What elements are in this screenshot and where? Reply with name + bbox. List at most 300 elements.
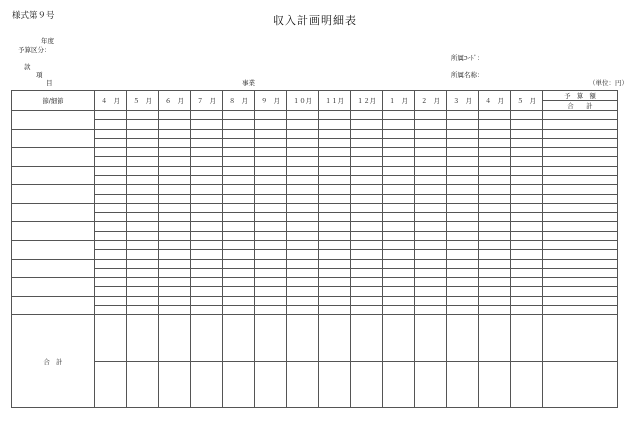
month-cell[interactable] <box>383 231 415 240</box>
month-cell[interactable] <box>223 213 255 222</box>
month-cell[interactable] <box>191 111 223 120</box>
month-cell[interactable] <box>479 305 511 314</box>
month-cell[interactable] <box>127 203 159 212</box>
month-cell[interactable] <box>479 240 511 249</box>
section-cell[interactable] <box>12 222 95 241</box>
month-cell[interactable] <box>95 129 127 138</box>
month-cell[interactable] <box>191 287 223 296</box>
month-cell[interactable] <box>447 240 479 249</box>
month-cell[interactable] <box>351 138 383 147</box>
month-cell[interactable] <box>383 315 415 361</box>
month-cell[interactable] <box>351 231 383 240</box>
month-cell[interactable] <box>447 175 479 184</box>
month-cell[interactable] <box>511 296 543 305</box>
month-cell[interactable] <box>447 296 479 305</box>
month-cell[interactable] <box>383 157 415 166</box>
month-cell[interactable] <box>127 250 159 259</box>
month-cell[interactable] <box>223 315 255 361</box>
month-cell[interactable] <box>127 305 159 314</box>
month-cell[interactable] <box>95 250 127 259</box>
month-cell[interactable] <box>223 148 255 157</box>
month-cell[interactable] <box>287 240 319 249</box>
month-cell[interactable] <box>223 222 255 231</box>
month-cell[interactable] <box>447 250 479 259</box>
month-cell[interactable] <box>95 138 127 147</box>
month-cell[interactable] <box>287 203 319 212</box>
budget-total-cell[interactable] <box>543 194 618 203</box>
month-cell[interactable] <box>351 268 383 277</box>
month-cell[interactable] <box>127 213 159 222</box>
month-cell[interactable] <box>511 231 543 240</box>
month-cell[interactable] <box>479 120 511 129</box>
month-cell[interactable] <box>415 148 447 157</box>
month-cell[interactable] <box>127 268 159 277</box>
month-cell[interactable] <box>223 259 255 268</box>
month-cell[interactable] <box>223 240 255 249</box>
month-cell[interactable] <box>511 222 543 231</box>
month-cell[interactable] <box>191 120 223 129</box>
month-cell[interactable] <box>255 129 287 138</box>
month-cell[interactable] <box>191 166 223 175</box>
month-cell[interactable] <box>159 231 191 240</box>
month-cell[interactable] <box>223 120 255 129</box>
month-cell[interactable] <box>319 111 351 120</box>
month-cell[interactable] <box>255 287 287 296</box>
budget-total-cell[interactable] <box>543 129 618 138</box>
month-cell[interactable] <box>159 157 191 166</box>
month-cell[interactable] <box>95 315 127 361</box>
month-cell[interactable] <box>351 166 383 175</box>
month-cell[interactable] <box>287 231 319 240</box>
month-cell[interactable] <box>351 287 383 296</box>
month-cell[interactable] <box>127 185 159 194</box>
month-cell[interactable] <box>383 361 415 407</box>
month-cell[interactable] <box>159 213 191 222</box>
month-cell[interactable] <box>351 259 383 268</box>
month-cell[interactable] <box>479 111 511 120</box>
month-cell[interactable] <box>479 129 511 138</box>
budget-total-cell[interactable] <box>543 361 618 407</box>
month-cell[interactable] <box>287 157 319 166</box>
month-cell[interactable] <box>383 129 415 138</box>
month-cell[interactable] <box>447 157 479 166</box>
month-cell[interactable] <box>319 213 351 222</box>
month-cell[interactable] <box>159 287 191 296</box>
month-cell[interactable] <box>319 259 351 268</box>
budget-total-cell[interactable] <box>543 259 618 268</box>
month-cell[interactable] <box>415 259 447 268</box>
month-cell[interactable] <box>127 361 159 407</box>
month-cell[interactable] <box>127 138 159 147</box>
month-cell[interactable] <box>191 175 223 184</box>
month-cell[interactable] <box>191 194 223 203</box>
month-cell[interactable] <box>351 203 383 212</box>
month-cell[interactable] <box>255 157 287 166</box>
month-cell[interactable] <box>383 213 415 222</box>
month-cell[interactable] <box>287 296 319 305</box>
month-cell[interactable] <box>191 129 223 138</box>
month-cell[interactable] <box>319 305 351 314</box>
month-cell[interactable] <box>287 175 319 184</box>
month-cell[interactable] <box>95 111 127 120</box>
section-cell[interactable] <box>12 203 95 222</box>
month-cell[interactable] <box>95 148 127 157</box>
month-cell[interactable] <box>287 361 319 407</box>
month-cell[interactable] <box>159 138 191 147</box>
month-cell[interactable] <box>255 222 287 231</box>
month-cell[interactable] <box>127 194 159 203</box>
budget-total-cell[interactable] <box>543 175 618 184</box>
month-cell[interactable] <box>383 166 415 175</box>
month-cell[interactable] <box>447 259 479 268</box>
month-cell[interactable] <box>191 203 223 212</box>
month-cell[interactable] <box>255 194 287 203</box>
section-cell[interactable] <box>12 259 95 278</box>
month-cell[interactable] <box>383 250 415 259</box>
month-cell[interactable] <box>415 185 447 194</box>
month-cell[interactable] <box>255 213 287 222</box>
month-cell[interactable] <box>383 305 415 314</box>
month-cell[interactable] <box>191 259 223 268</box>
month-cell[interactable] <box>127 157 159 166</box>
month-cell[interactable] <box>415 305 447 314</box>
month-cell[interactable] <box>191 157 223 166</box>
month-cell[interactable] <box>255 148 287 157</box>
month-cell[interactable] <box>223 305 255 314</box>
month-cell[interactable] <box>511 157 543 166</box>
month-cell[interactable] <box>255 268 287 277</box>
month-cell[interactable] <box>223 157 255 166</box>
month-cell[interactable] <box>415 250 447 259</box>
section-cell[interactable] <box>12 185 95 204</box>
month-cell[interactable] <box>223 278 255 287</box>
month-cell[interactable] <box>95 222 127 231</box>
month-cell[interactable] <box>95 194 127 203</box>
month-cell[interactable] <box>447 278 479 287</box>
month-cell[interactable] <box>415 315 447 361</box>
month-cell[interactable] <box>511 278 543 287</box>
month-cell[interactable] <box>351 185 383 194</box>
month-cell[interactable] <box>159 259 191 268</box>
month-cell[interactable] <box>383 222 415 231</box>
month-cell[interactable] <box>479 287 511 296</box>
month-cell[interactable] <box>95 166 127 175</box>
month-cell[interactable] <box>159 315 191 361</box>
month-cell[interactable] <box>127 296 159 305</box>
month-cell[interactable] <box>479 148 511 157</box>
month-cell[interactable] <box>255 120 287 129</box>
budget-total-cell[interactable] <box>543 138 618 147</box>
month-cell[interactable] <box>255 315 287 361</box>
month-cell[interactable] <box>351 305 383 314</box>
month-cell[interactable] <box>95 157 127 166</box>
month-cell[interactable] <box>447 305 479 314</box>
month-cell[interactable] <box>255 111 287 120</box>
month-cell[interactable] <box>479 157 511 166</box>
month-cell[interactable] <box>511 268 543 277</box>
month-cell[interactable] <box>127 278 159 287</box>
month-cell[interactable] <box>319 194 351 203</box>
month-cell[interactable] <box>415 166 447 175</box>
budget-total-cell[interactable] <box>543 231 618 240</box>
section-cell[interactable] <box>12 240 95 259</box>
budget-total-cell[interactable] <box>543 222 618 231</box>
month-cell[interactable] <box>351 296 383 305</box>
month-cell[interactable] <box>255 138 287 147</box>
section-cell[interactable] <box>12 278 95 297</box>
month-cell[interactable] <box>95 296 127 305</box>
month-cell[interactable] <box>415 287 447 296</box>
month-cell[interactable] <box>159 250 191 259</box>
month-cell[interactable] <box>511 259 543 268</box>
month-cell[interactable] <box>447 213 479 222</box>
month-cell[interactable] <box>255 296 287 305</box>
month-cell[interactable] <box>287 278 319 287</box>
month-cell[interactable] <box>159 240 191 249</box>
section-cell[interactable] <box>12 129 95 148</box>
month-cell[interactable] <box>415 361 447 407</box>
month-cell[interactable] <box>255 250 287 259</box>
month-cell[interactable] <box>191 185 223 194</box>
month-cell[interactable] <box>383 185 415 194</box>
month-cell[interactable] <box>415 157 447 166</box>
budget-total-cell[interactable] <box>543 296 618 305</box>
month-cell[interactable] <box>159 185 191 194</box>
month-cell[interactable] <box>319 296 351 305</box>
month-cell[interactable] <box>127 259 159 268</box>
budget-total-cell[interactable] <box>543 278 618 287</box>
month-cell[interactable] <box>351 213 383 222</box>
budget-total-cell[interactable] <box>543 148 618 157</box>
month-cell[interactable] <box>511 129 543 138</box>
month-cell[interactable] <box>159 129 191 138</box>
month-cell[interactable] <box>159 296 191 305</box>
month-cell[interactable] <box>191 296 223 305</box>
month-cell[interactable] <box>383 175 415 184</box>
month-cell[interactable] <box>255 203 287 212</box>
month-cell[interactable] <box>287 148 319 157</box>
month-cell[interactable] <box>159 111 191 120</box>
month-cell[interactable] <box>351 129 383 138</box>
month-cell[interactable] <box>383 240 415 249</box>
month-cell[interactable] <box>415 222 447 231</box>
month-cell[interactable] <box>415 120 447 129</box>
month-cell[interactable] <box>415 129 447 138</box>
month-cell[interactable] <box>223 138 255 147</box>
month-cell[interactable] <box>319 278 351 287</box>
month-cell[interactable] <box>159 361 191 407</box>
month-cell[interactable] <box>351 250 383 259</box>
month-cell[interactable] <box>223 296 255 305</box>
month-cell[interactable] <box>255 278 287 287</box>
budget-total-cell[interactable] <box>543 157 618 166</box>
month-cell[interactable] <box>511 166 543 175</box>
month-cell[interactable] <box>415 268 447 277</box>
month-cell[interactable] <box>479 268 511 277</box>
budget-total-cell[interactable] <box>543 240 618 249</box>
month-cell[interactable] <box>511 361 543 407</box>
month-cell[interactable] <box>479 296 511 305</box>
month-cell[interactable] <box>511 203 543 212</box>
month-cell[interactable] <box>287 287 319 296</box>
month-cell[interactable] <box>415 231 447 240</box>
month-cell[interactable] <box>127 231 159 240</box>
section-cell[interactable] <box>12 166 95 185</box>
month-cell[interactable] <box>383 111 415 120</box>
month-cell[interactable] <box>351 222 383 231</box>
month-cell[interactable] <box>479 175 511 184</box>
month-cell[interactable] <box>191 305 223 314</box>
month-cell[interactable] <box>351 148 383 157</box>
month-cell[interactable] <box>159 175 191 184</box>
month-cell[interactable] <box>159 148 191 157</box>
budget-total-cell[interactable] <box>543 185 618 194</box>
month-cell[interactable] <box>319 166 351 175</box>
month-cell[interactable] <box>479 361 511 407</box>
month-cell[interactable] <box>287 268 319 277</box>
budget-total-cell[interactable] <box>543 213 618 222</box>
month-cell[interactable] <box>191 222 223 231</box>
month-cell[interactable] <box>287 185 319 194</box>
month-cell[interactable] <box>447 268 479 277</box>
month-cell[interactable] <box>447 287 479 296</box>
month-cell[interactable] <box>95 120 127 129</box>
month-cell[interactable] <box>319 185 351 194</box>
month-cell[interactable] <box>223 166 255 175</box>
month-cell[interactable] <box>95 287 127 296</box>
month-cell[interactable] <box>447 194 479 203</box>
month-cell[interactable] <box>415 213 447 222</box>
month-cell[interactable] <box>479 222 511 231</box>
month-cell[interactable] <box>447 120 479 129</box>
month-cell[interactable] <box>127 111 159 120</box>
section-cell[interactable] <box>12 148 95 167</box>
month-cell[interactable] <box>319 157 351 166</box>
month-cell[interactable] <box>351 278 383 287</box>
month-cell[interactable] <box>383 120 415 129</box>
section-cell[interactable] <box>12 111 95 130</box>
month-cell[interactable] <box>351 315 383 361</box>
month-cell[interactable] <box>383 287 415 296</box>
month-cell[interactable] <box>319 250 351 259</box>
month-cell[interactable] <box>511 194 543 203</box>
month-cell[interactable] <box>191 213 223 222</box>
month-cell[interactable] <box>447 185 479 194</box>
month-cell[interactable] <box>159 268 191 277</box>
month-cell[interactable] <box>511 175 543 184</box>
month-cell[interactable] <box>447 138 479 147</box>
month-cell[interactable] <box>511 185 543 194</box>
month-cell[interactable] <box>383 296 415 305</box>
month-cell[interactable] <box>159 278 191 287</box>
month-cell[interactable] <box>351 194 383 203</box>
month-cell[interactable] <box>159 194 191 203</box>
month-cell[interactable] <box>415 111 447 120</box>
month-cell[interactable] <box>415 175 447 184</box>
month-cell[interactable] <box>255 166 287 175</box>
month-cell[interactable] <box>95 305 127 314</box>
month-cell[interactable] <box>223 203 255 212</box>
month-cell[interactable] <box>255 361 287 407</box>
month-cell[interactable] <box>479 278 511 287</box>
month-cell[interactable] <box>511 287 543 296</box>
month-cell[interactable] <box>95 278 127 287</box>
month-cell[interactable] <box>319 222 351 231</box>
month-cell[interactable] <box>127 222 159 231</box>
month-cell[interactable] <box>95 185 127 194</box>
month-cell[interactable] <box>319 315 351 361</box>
month-cell[interactable] <box>351 361 383 407</box>
month-cell[interactable] <box>191 240 223 249</box>
month-cell[interactable] <box>191 250 223 259</box>
month-cell[interactable] <box>223 111 255 120</box>
month-cell[interactable] <box>287 315 319 361</box>
month-cell[interactable] <box>479 259 511 268</box>
month-cell[interactable] <box>479 166 511 175</box>
month-cell[interactable] <box>511 305 543 314</box>
month-cell[interactable] <box>287 129 319 138</box>
budget-total-cell[interactable] <box>543 305 618 314</box>
month-cell[interactable] <box>415 240 447 249</box>
month-cell[interactable] <box>511 111 543 120</box>
month-cell[interactable] <box>383 148 415 157</box>
month-cell[interactable] <box>223 194 255 203</box>
budget-total-cell[interactable] <box>543 120 618 129</box>
month-cell[interactable] <box>351 111 383 120</box>
month-cell[interactable] <box>511 213 543 222</box>
month-cell[interactable] <box>255 305 287 314</box>
month-cell[interactable] <box>351 120 383 129</box>
month-cell[interactable] <box>351 240 383 249</box>
month-cell[interactable] <box>319 175 351 184</box>
month-cell[interactable] <box>351 175 383 184</box>
month-cell[interactable] <box>479 250 511 259</box>
month-cell[interactable] <box>159 203 191 212</box>
month-cell[interactable] <box>383 259 415 268</box>
month-cell[interactable] <box>319 231 351 240</box>
month-cell[interactable] <box>223 361 255 407</box>
month-cell[interactable] <box>511 120 543 129</box>
month-cell[interactable] <box>287 111 319 120</box>
budget-total-cell[interactable] <box>543 250 618 259</box>
month-cell[interactable] <box>319 361 351 407</box>
month-cell[interactable] <box>479 315 511 361</box>
month-cell[interactable] <box>287 259 319 268</box>
month-cell[interactable] <box>95 231 127 240</box>
month-cell[interactable] <box>415 278 447 287</box>
month-cell[interactable] <box>383 194 415 203</box>
month-cell[interactable] <box>223 175 255 184</box>
month-cell[interactable] <box>511 250 543 259</box>
month-cell[interactable] <box>447 111 479 120</box>
month-cell[interactable] <box>127 120 159 129</box>
month-cell[interactable] <box>95 240 127 249</box>
month-cell[interactable] <box>287 194 319 203</box>
month-cell[interactable] <box>255 231 287 240</box>
month-cell[interactable] <box>127 315 159 361</box>
month-cell[interactable] <box>223 185 255 194</box>
month-cell[interactable] <box>95 203 127 212</box>
month-cell[interactable] <box>447 222 479 231</box>
month-cell[interactable] <box>447 231 479 240</box>
month-cell[interactable] <box>319 240 351 249</box>
month-cell[interactable] <box>415 138 447 147</box>
month-cell[interactable] <box>479 138 511 147</box>
month-cell[interactable] <box>287 222 319 231</box>
month-cell[interactable] <box>191 315 223 361</box>
month-cell[interactable] <box>127 148 159 157</box>
month-cell[interactable] <box>95 259 127 268</box>
